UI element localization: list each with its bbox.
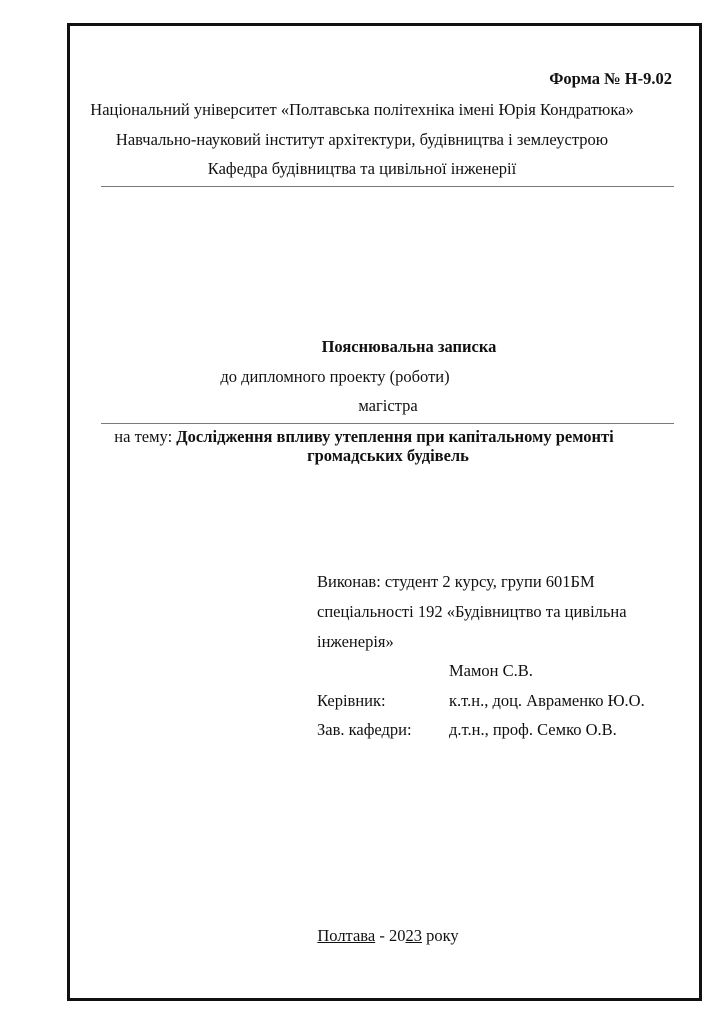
topic-line-2: громадських будівель (307, 446, 469, 465)
department-name: Кафедра будівництва та цивільної інженерії (207, 159, 517, 178)
institute-name: Навчально-науковий інститут архітектури, будівництва і землеустрою (115, 130, 609, 149)
performed-by-line-1: Виконав: студент 2 курсу, групи 601БМ (317, 572, 595, 591)
supervisor-value: к.т.н., доц. Авраменко Ю.О. (449, 691, 645, 710)
topic-prefix: на тему: (114, 427, 177, 446)
performed-by-line-2: спеціальності 192 «Будівництво та цивільна (317, 602, 627, 621)
head-of-department-value: д.т.н., проф. Семко О.В. (449, 720, 617, 739)
degree-label: магістра (358, 396, 418, 415)
footer-year-prefix: 20 (388, 926, 406, 945)
document-subtitle: до дипломного проекту (роботи) (220, 367, 450, 386)
topic-title-part1: Дослідження впливу утеплення при капітальному ремонті (176, 427, 614, 446)
student-name: Мамон С.В. (449, 661, 533, 680)
head-of-department-label: Зав. кафедри: (317, 720, 412, 739)
footer-year-word: року (421, 926, 459, 945)
title-divider (101, 423, 674, 424)
form-number: Форма № Н-9.02 (549, 69, 672, 88)
footer-place-year (26, 926, 724, 946)
university-name: Національний університет «Полтавська політехніка імені Юрія Кондратюка» (90, 100, 634, 119)
footer-year-suffix: 23 (405, 926, 422, 945)
footer-separator: - (375, 926, 389, 945)
topic-line-1 (2, 427, 724, 447)
performed-by-line-3: інженерія» (317, 632, 394, 651)
document-type-title: Пояснювальна записка (321, 337, 497, 356)
supervisor-label: Керівник: (317, 691, 386, 710)
header-divider (101, 186, 674, 187)
footer-city: Полтава (317, 926, 376, 945)
